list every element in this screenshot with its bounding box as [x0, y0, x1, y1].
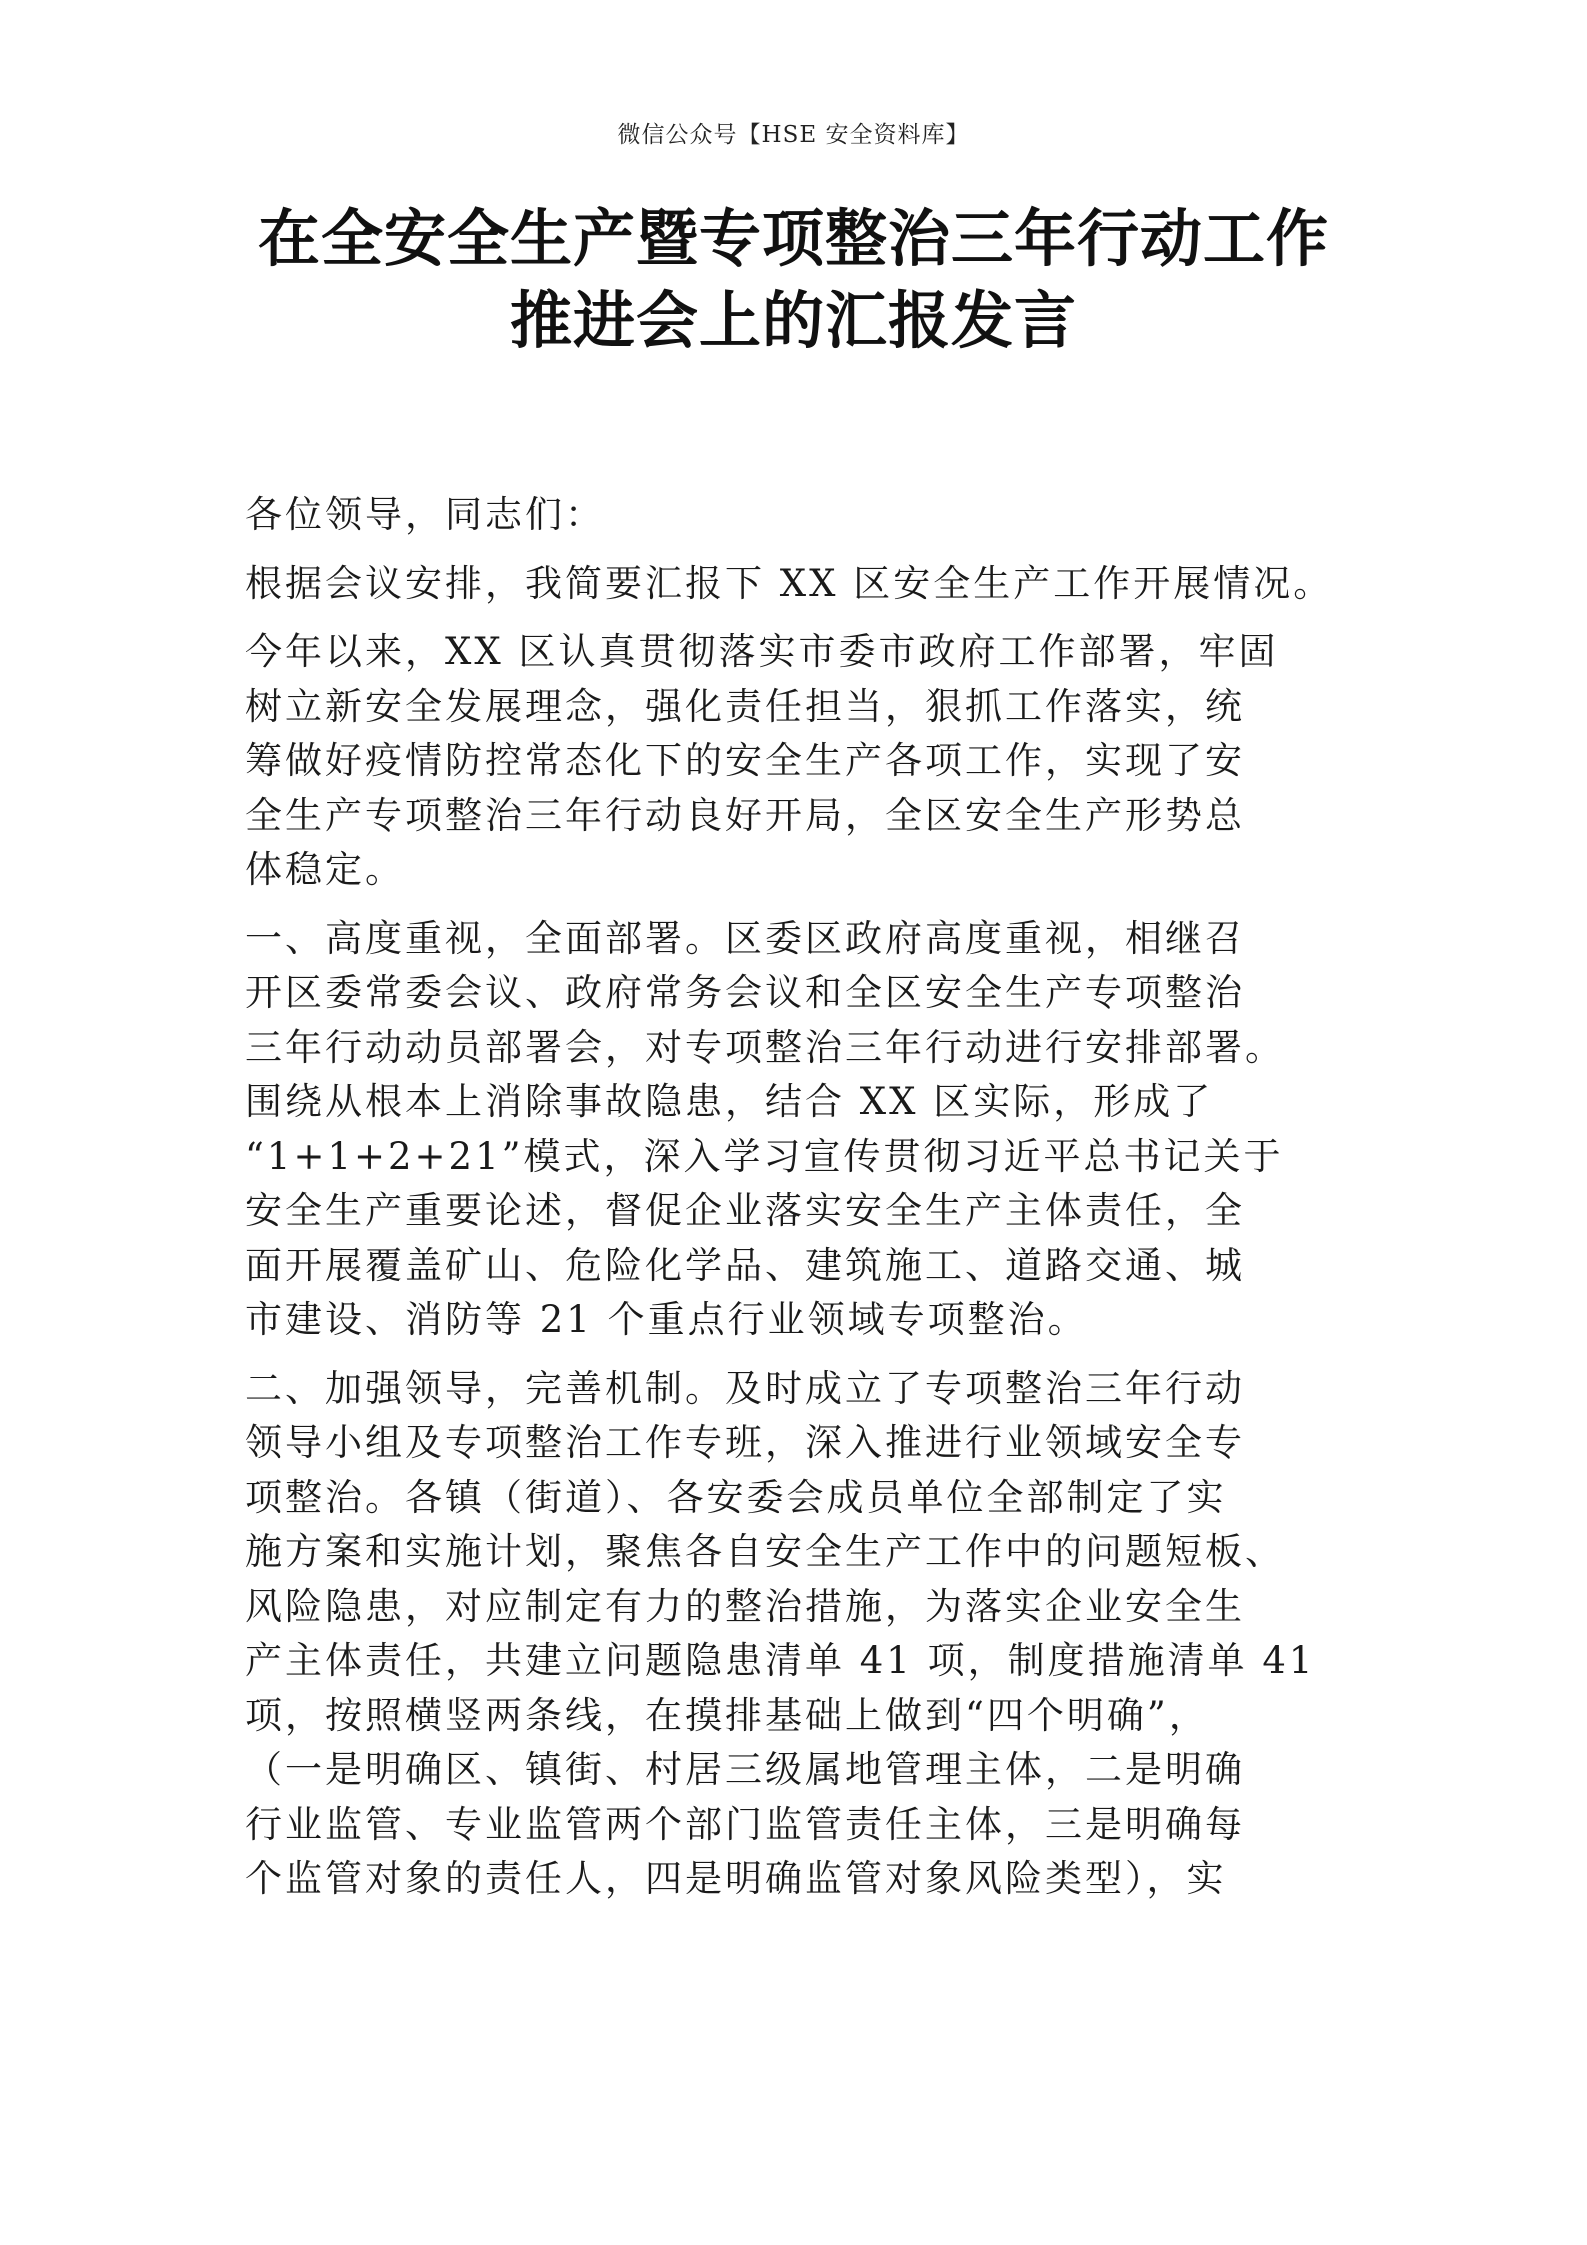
text-line: 产主体责任，共建立问题隐患清单 41 项，制度措施清单 41: [245, 1639, 1316, 1682]
title-line: 推进会上的汇报发言: [509, 284, 1077, 357]
text-line: 安全生产重要论述，督促企业落实安全生产主体责任，全: [245, 1189, 1245, 1232]
text-line: （一是明确区、镇街、村居三级属地管理主体，二是明确: [245, 1748, 1245, 1791]
document-title: [150, 198, 1437, 362]
text-line: 项，按照横竖两条线，在摸排基础上做到“四个明确”，: [245, 1693, 1209, 1737]
text-line: 一、高度重视，全面部署。区委区政府高度重视，相继召: [245, 916, 1245, 960]
text-line: 今年以来，XX 区认真贯彻落实市委市政府工作部署，牢固: [245, 630, 1279, 673]
text-line: “1+1+2+21”模式，深入学习宣传贯彻习近平总书记关于: [245, 1134, 1284, 1178]
text-line: 项整治。各镇（街道）、各安委会成员单位全部制定了实: [245, 1475, 1227, 1519]
section-two-paragraph: [245, 1362, 1360, 1907]
intro-paragraph: [245, 557, 1360, 612]
salutation-paragraph: [245, 488, 1360, 543]
text-line: 领导小组及专项整治工作专班，深入推进行业领域安全专: [245, 1421, 1245, 1464]
text-line: 个监管对象的责任人，四是明确监管对象风险类型），实: [245, 1857, 1227, 1900]
text-line: 全生产专项整治三年行动良好开局，全区安全生产形势总: [245, 793, 1245, 837]
text-line: 围绕从根本上消除事故隐患，结合 XX 区实际，形成了: [245, 1080, 1214, 1123]
title-line: 在全安全生产暨专项整治三年行动工作: [257, 202, 1329, 275]
text-line: 二、加强领导，完善机制。及时成立了专项整治三年行动: [245, 1366, 1245, 1410]
text-line: 筹做好疫情防控常态化下的安全生产各项工作，实现了安: [245, 739, 1245, 782]
text-line: 行业监管、专业监管两个部门监管责任主体，三是明确每: [245, 1802, 1245, 1846]
text-line: 风险隐患，对应制定有力的整治措施，为落实企业安全生: [245, 1584, 1245, 1628]
text-line: 施方案和实施计划，聚焦各自安全生产工作中的问题短板、: [245, 1530, 1285, 1573]
text-line: 各位领导，同志们：: [245, 493, 605, 536]
header-note: 微信公众号【HSE 安全资料库】: [617, 122, 970, 148]
text-line: 开区委常委会议、政府常务会议和全区安全生产专项整治: [245, 971, 1245, 1014]
text-line: 树立新安全发展理念，强化责任担当，狠抓工作落实，统: [245, 684, 1245, 728]
text-line: 市建设、消防等 21 个重点行业领域专项整治。: [245, 1298, 1088, 1341]
section-one-paragraph: [245, 912, 1360, 1348]
text-line: 体稳定。: [245, 848, 405, 891]
text-line: 三年行动动员部署会，对专项整治三年行动进行安排部署。: [245, 1025, 1285, 1069]
text-line: 根据会议安排，我简要汇报下 XX 区安全生产工作开展情况。: [245, 561, 1334, 605]
text-line: 面开展覆盖矿山、危险化学品、建筑施工、道路交通、城: [245, 1243, 1245, 1287]
document-body: [245, 488, 1360, 1921]
overview-paragraph: [245, 625, 1360, 898]
